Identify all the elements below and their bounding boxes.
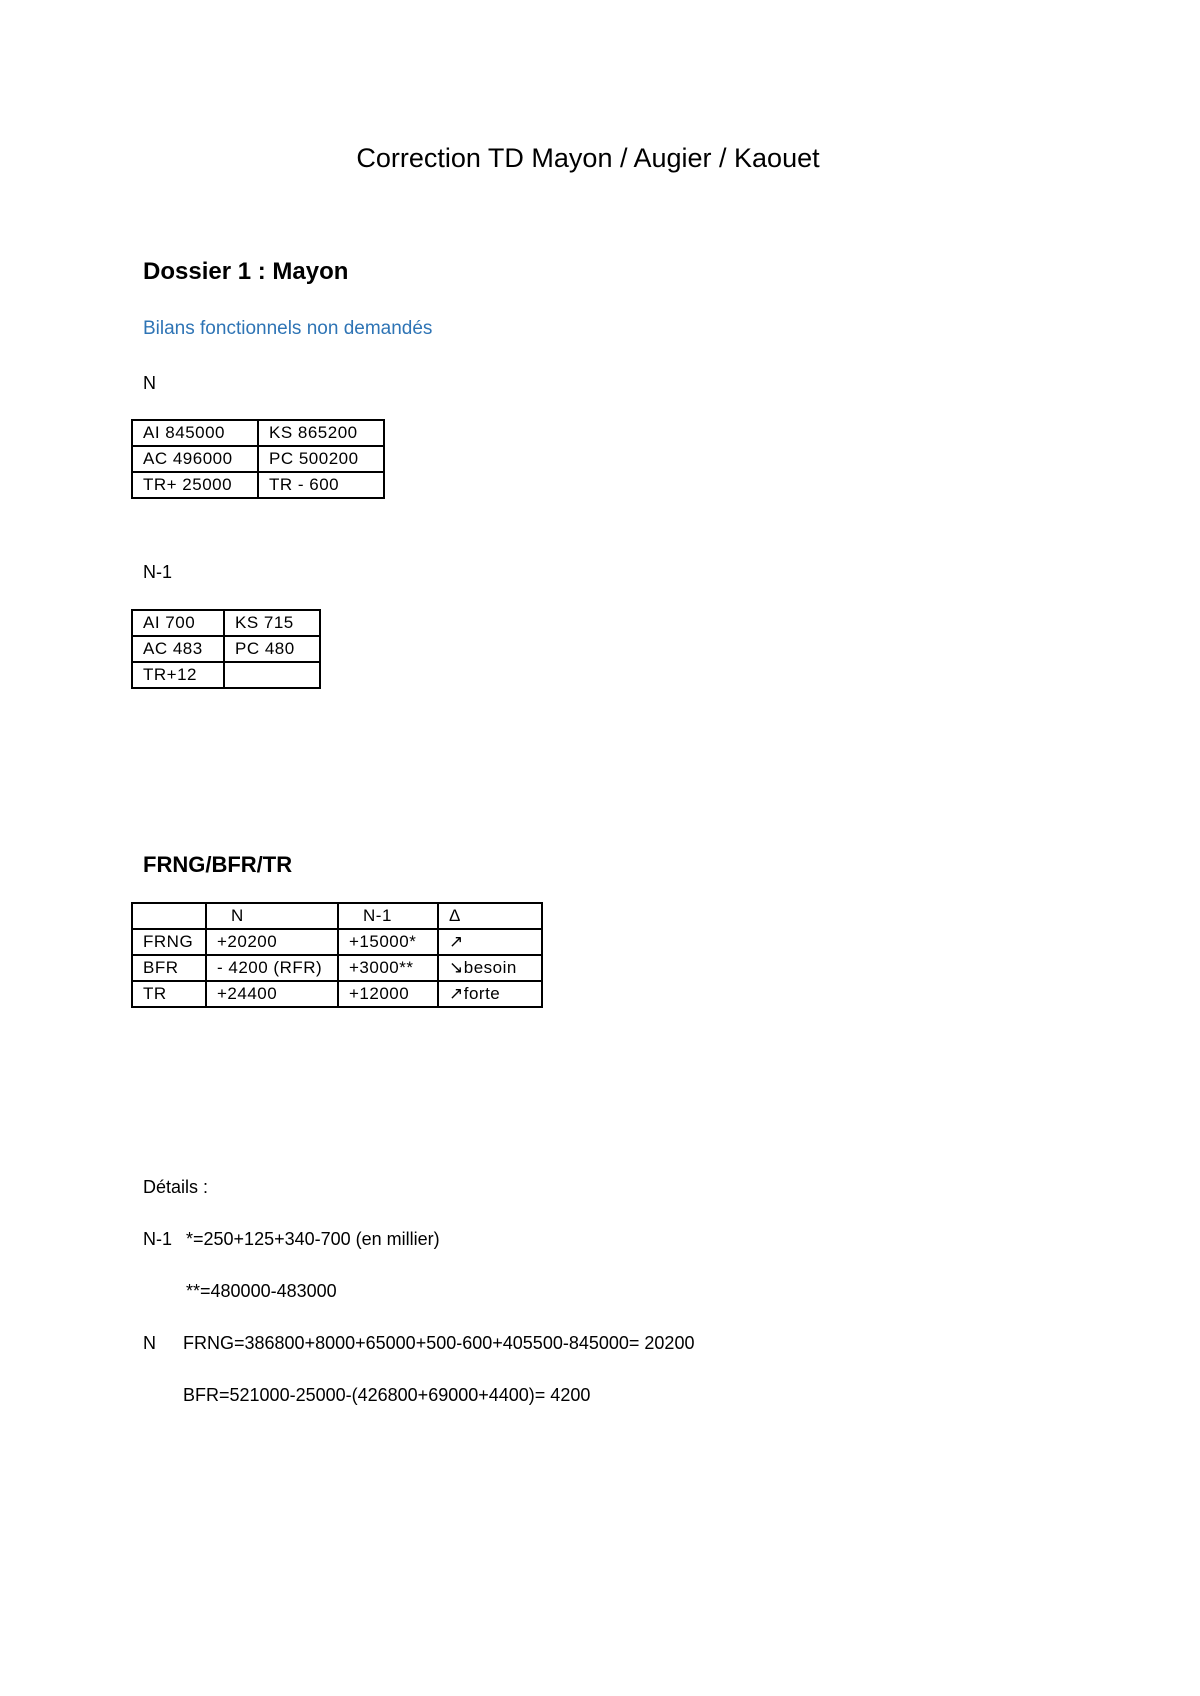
table-cell: TR+ 25000 bbox=[132, 472, 258, 498]
table-cell: TR+12 bbox=[132, 662, 224, 688]
table-cell: KS 715 bbox=[224, 610, 320, 636]
table-cell: AI 845000 bbox=[132, 420, 258, 446]
details-heading: Détails : bbox=[143, 1177, 209, 1197]
table-cell: ↗forte bbox=[438, 981, 542, 1007]
table-cell: PC 480 bbox=[224, 636, 320, 662]
bilan-n1-table bbox=[131, 609, 321, 689]
table-header-cell: Δ bbox=[438, 903, 542, 929]
table-cell: +20200 bbox=[206, 929, 338, 955]
details-line1-prefix: N-1 bbox=[143, 1229, 173, 1249]
table-row bbox=[132, 662, 320, 688]
table-cell: ↘besoin bbox=[438, 955, 542, 981]
table-header-cell: N-1 bbox=[338, 903, 438, 929]
bilan-n-label: N bbox=[143, 373, 156, 393]
table-cell: +15000* bbox=[338, 929, 438, 955]
table-cell: +12000 bbox=[338, 981, 438, 1007]
details-line4: BFR=521000-25000-(426800+69000+4400)= 4200 bbox=[183, 1385, 591, 1405]
details-line2: **=480000-483000 bbox=[186, 1281, 337, 1301]
dossier-heading: Dossier 1 : Mayon bbox=[143, 258, 349, 285]
table-row bbox=[132, 446, 384, 472]
table-cell: - 4200 (RFR) bbox=[206, 955, 338, 981]
details-line1: *=250+125+340-700 (en millier) bbox=[186, 1229, 440, 1249]
details-line3-prefix: N bbox=[143, 1333, 156, 1353]
table-row bbox=[132, 472, 384, 498]
table-cell: AC 483 bbox=[132, 636, 224, 662]
table-cell: PC 500200 bbox=[258, 446, 384, 472]
table-cell: +3000** bbox=[338, 955, 438, 981]
table-row bbox=[132, 420, 384, 446]
table-cell: +24400 bbox=[206, 981, 338, 1007]
bilan-n1-label: N-1 bbox=[143, 562, 173, 582]
table-cell: AI 700 bbox=[132, 610, 224, 636]
table-row bbox=[132, 981, 542, 1007]
table-cell: TR bbox=[132, 981, 206, 1007]
table-row bbox=[132, 929, 542, 955]
table-header-cell bbox=[132, 903, 206, 929]
table-row bbox=[132, 636, 320, 662]
table-cell: KS 865200 bbox=[258, 420, 384, 446]
table-header-cell: N bbox=[206, 903, 338, 929]
frng-bfr-tr-table bbox=[131, 902, 543, 1008]
bilan-n-table bbox=[131, 419, 385, 499]
page-title: Correction TD Mayon / Augier / Kaouet bbox=[356, 143, 820, 173]
frng-section-heading: FRNG/BFR/TR bbox=[143, 852, 293, 877]
table-cell: FRNG bbox=[132, 929, 206, 955]
table-row bbox=[132, 955, 542, 981]
table-row bbox=[132, 610, 320, 636]
table-cell: ↗ bbox=[438, 929, 542, 955]
details-line3: FRNG=386800+8000+65000+500-600+405500-845000= 20200 bbox=[183, 1333, 695, 1353]
table-cell: BFR bbox=[132, 955, 206, 981]
table-cell: AC 496000 bbox=[132, 446, 258, 472]
table-cell bbox=[224, 662, 320, 688]
dossier-subtitle: Bilans fonctionnels non demandés bbox=[143, 318, 433, 339]
table-header-row bbox=[132, 903, 542, 929]
table-cell: TR - 600 bbox=[258, 472, 384, 498]
